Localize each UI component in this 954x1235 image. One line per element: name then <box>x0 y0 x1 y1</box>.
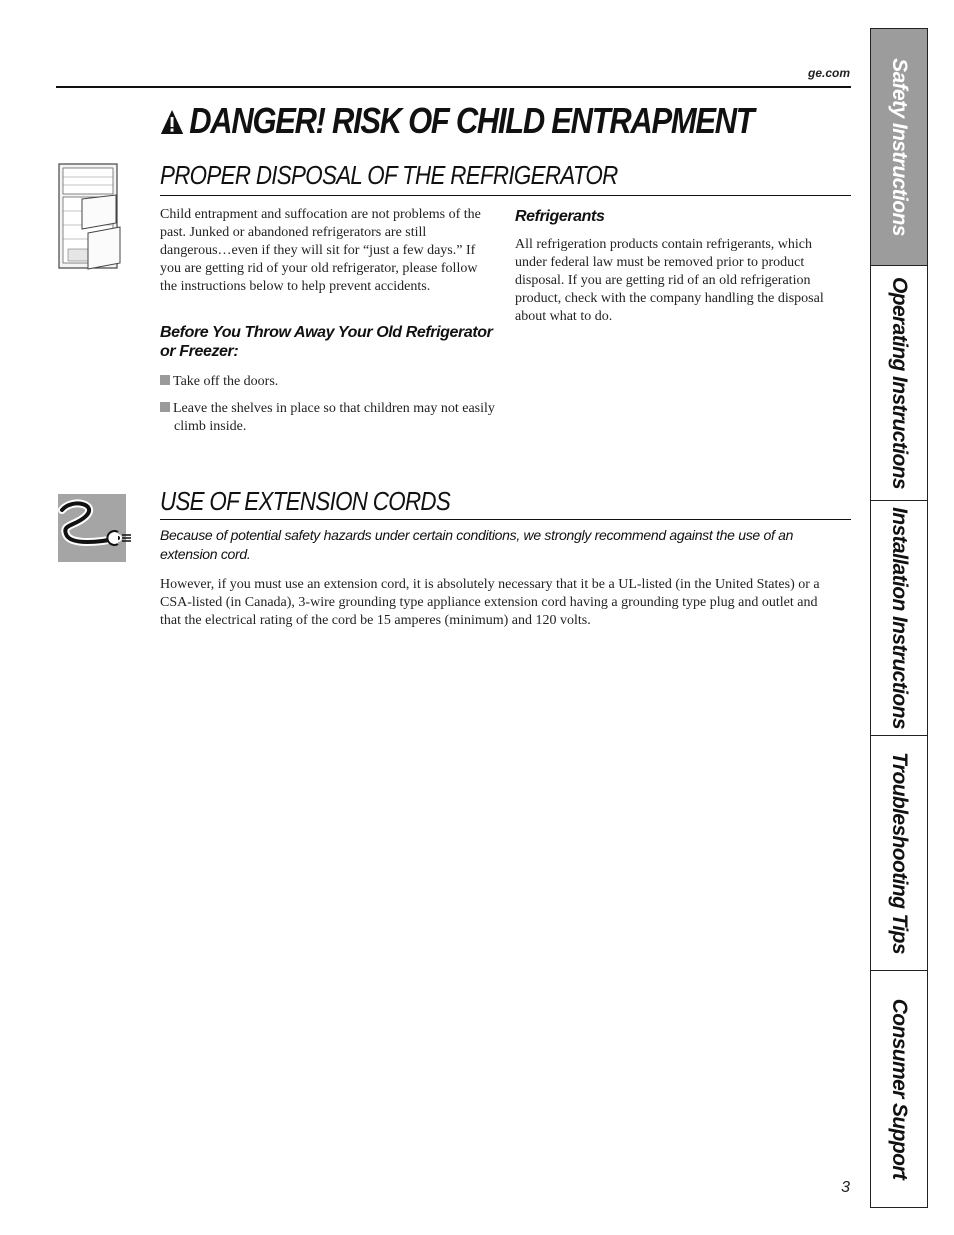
disposal-intro: Child entrapment and suffocation are not problems of the past. Junked or abandoned refrigerators are still dangerous…even if they will sit for “just a few days.” If you are getting rid of your old refrigerator, please follow the instructions below to help prevent accidents. <box>160 207 481 294</box>
disposal-rule <box>160 195 851 196</box>
refrigerator-icon <box>58 163 122 271</box>
page-title-text: DANGER! RISK OF CHILD ENTRAPMENT <box>189 100 754 141</box>
extension-heading: USE OF EXTENSION CORDS <box>160 486 451 516</box>
section-tabs <box>870 28 928 1208</box>
bullet-square <box>160 375 170 385</box>
site-url: ge.com <box>807 66 850 80</box>
list-item: Leave the shelves in place so that children may not easily climb inside. <box>160 400 504 436</box>
tab-consumer-support[interactable] <box>871 970 927 1207</box>
extension-intro: Because of potential safety hazards under certain conditions, we strongly recommend against the use of an extension cord. <box>160 527 794 562</box>
extension-cord-icon <box>58 494 136 562</box>
warning-icon <box>160 109 184 135</box>
refrigerants-heading: Refrigerants <box>515 208 605 225</box>
page-number: 3 <box>841 1179 850 1196</box>
bullet-square <box>160 402 170 412</box>
disposal-subheading: Before You Throw Away Your Old Refrigerator or Freezer: <box>160 324 493 360</box>
extension-rule <box>160 519 851 520</box>
tab-operating-instructions[interactable] <box>871 265 927 501</box>
tab-label: Consumer Support <box>888 998 911 1179</box>
tab-label: Operating Instructions <box>888 276 911 489</box>
top-rule <box>56 86 851 88</box>
tab-installation-instructions[interactable] <box>871 500 927 736</box>
tab-label: Safety Instructions <box>888 58 911 236</box>
tab-safety-instructions[interactable] <box>871 29 927 266</box>
tab-troubleshooting-tips[interactable] <box>871 735 927 971</box>
disposal-heading: PROPER DISPOSAL OF THE REFRIGERATOR <box>160 160 618 190</box>
page-title <box>160 100 753 142</box>
tab-label: Installation Instructions <box>888 506 911 729</box>
extension-body: However, if you must use an extension cord, it is absolutely necessary that it be a UL-listed (in the United States) or a CSA-listed (in Canada), 3-wire grounding type appliance extension cord having a grounding type plug and outlet and that the electrical rating of the cord be 15 amperes (minimum) and 120 volts. <box>160 577 820 628</box>
refrigerants-text: All refrigeration products contain refrigerants, which under federal law must be removed prior to product disposal. If you are getting rid of an old refrigeration product, check with the company handling the disposal about what to do. <box>515 237 824 324</box>
list-item: Take off the doors. <box>160 373 504 391</box>
tab-label: Troubleshooting Tips <box>888 751 911 954</box>
